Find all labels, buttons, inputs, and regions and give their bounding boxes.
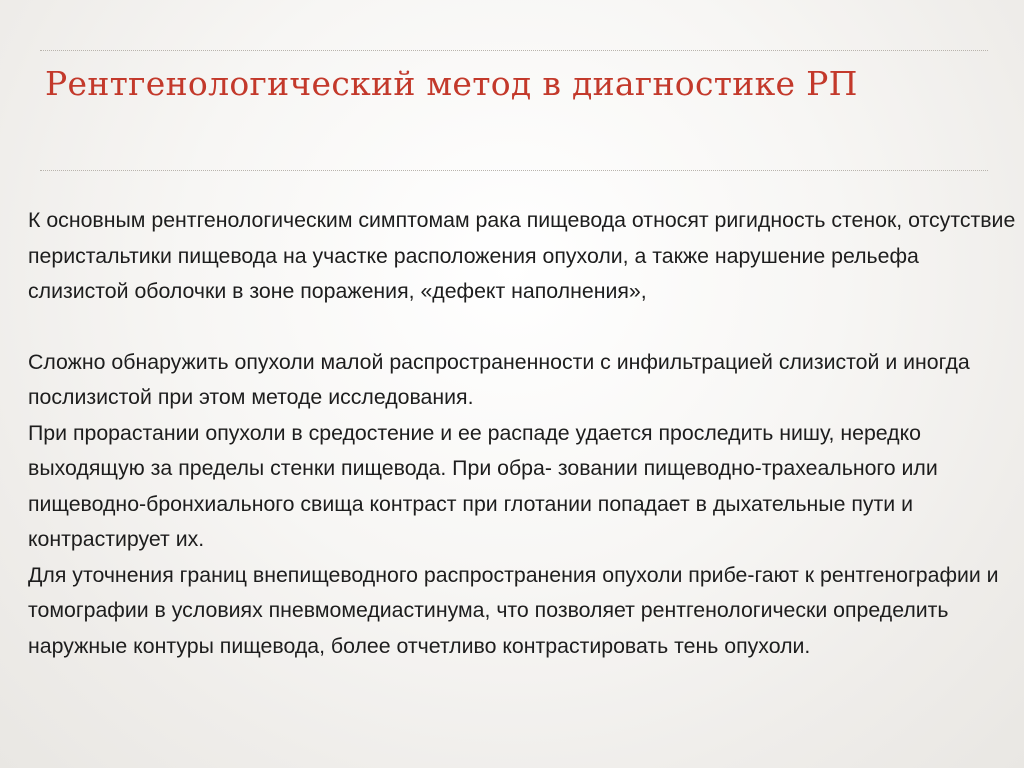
title-divider	[40, 170, 988, 171]
paragraph-symptoms: К основным рентгенологическим симптомам рака пищевода относят ригидность стенок, отсутствие перистальтики пищевода на участке расположения опухоли, а также нарушение рельефа слизистой оболочки в зоне поражения, «дефект наполнения»,	[28, 208, 1016, 303]
slide-title: Рентгенологический метод в диагностике РП	[45, 64, 858, 103]
slide-body	[28, 203, 1016, 664]
paragraph-mediastinum-fistula: При прорастании опухоли в средостение и ее распаде удается проследить нишу, нередко выходящую за пределы стенки пищевода. При обра- зовании пищеводно-трахеального или пищеводно-бронхиального свища контраст при глотании попадает в дыхательные пути и контрастирует их.	[28, 420, 938, 551]
top-divider	[40, 50, 988, 51]
paragraph-detection-limits: Сложно обнаружить опухоли малой распространенности с инфильтрацией слизистой и иногда послизистой при этом методе исследования.	[28, 349, 970, 409]
paragraph-pneumomediastinum: Для уточнения границ внепищеводного распространения опухоли прибе-гают к рентгенографии и томографии в условиях пневмомедиастинума, что позволяет рентгенологически определить наружные контуры пищевода, более отчетливо контрастировать тень опухоли.	[28, 562, 999, 658]
